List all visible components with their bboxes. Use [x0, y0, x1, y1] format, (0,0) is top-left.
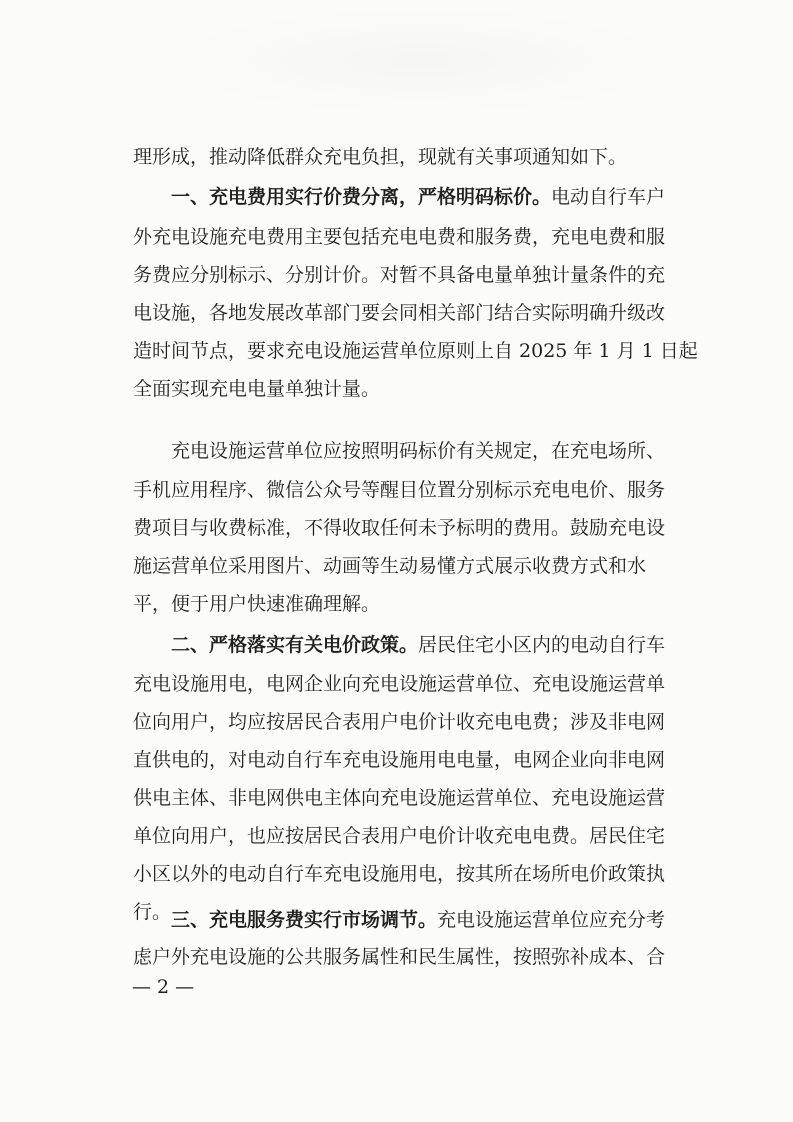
para-2-line-5: 平，便于用户快速准确理解。 [133, 593, 381, 615]
section-1-line-1: 一、充电费用实行价费分离，严格明码标价。电动自行车户 [171, 186, 666, 208]
section-2-line-6: 单位向用户，也应按居民合表用户电价计收充电电费。居民住宅 [133, 825, 666, 847]
section-1-line-5: 造时间节点，要求充电设施运营单位原则上自 2025 年 1 月 1 日起 [133, 340, 698, 362]
section-1-line-4: 电设施，各地发展改革部门要会同相关部门结合实际明确升级改 [133, 302, 666, 324]
para-2-line-1: 充电设施运营单位应按照明码标价有关规定，在充电场所、 [171, 440, 666, 462]
page-number: — 2 — [132, 976, 195, 998]
section-2-line-3: 位向用户，均应按居民合表用户电价计收充电电费；涉及非电网 [133, 711, 666, 733]
section-2-line-8: 行。 [133, 901, 172, 923]
section-3-line-2: 虑户外充电设施的公共服务属性和民生属性，按照弥补成本、合 [133, 946, 666, 968]
para-2-line-4: 施运营单位采用图片、动画等生动易懂方式展示收费方式和水 [133, 555, 647, 577]
para-intro-line: 理形成，推动降低群众充电负担，现就有关事项通知如下。 [133, 146, 628, 168]
section-1-heading: 一、充电费用实行价费分离，严格明码标价。 [171, 186, 552, 208]
section-2-line-7: 小区以外的电动自行车充电设施用电，按其所在场所电价政策执 [133, 863, 666, 885]
section-2-heading: 二、严格落实有关电价政策。 [171, 634, 419, 656]
section-3-heading: 三、充电服务费实行市场调节。 [171, 909, 438, 931]
section-2-line-5: 供电主体、非电网供电主体向充电设施运营单位、充电设施运营 [133, 787, 666, 809]
section-1-line-3: 务费应分别标示、分别计价。对暂不具备电量单独计量条件的充 [133, 264, 666, 286]
scan-smudge [160, 6, 680, 116]
section-2-line-2: 充电设施用电，电网企业向充电设施运营单位、充电设施运营单 [133, 673, 666, 695]
section-1-line-2: 外充电设施充电费用主要包括充电电费和服务费，充电电费和服 [133, 226, 666, 248]
section-1-line-6: 全面实现充电电量单独计量。 [133, 378, 381, 400]
section-2-line-1: 二、严格落实有关电价政策。居民住宅小区内的电动自行车 [171, 634, 666, 656]
section-2-line-4: 直供电的，对电动自行车充电设施用电电量，电网企业向非电网 [133, 749, 666, 771]
section-3-line-1: 三、充电服务费实行市场调节。充电设施运营单位应充分考 [171, 909, 666, 931]
para-2-line-2: 手机应用程序、微信公众号等醒目位置分别标示充电电价、服务 [133, 479, 666, 501]
para-2-line-3: 费项目与收费标准，不得收取任何未予标明的费用。鼓励充电设 [133, 517, 666, 539]
